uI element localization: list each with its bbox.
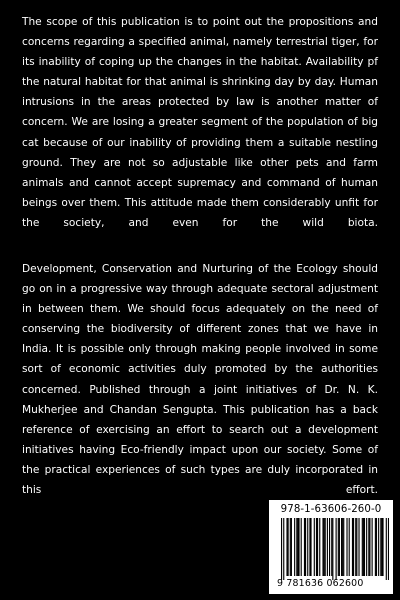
barcode-bar xyxy=(305,518,306,576)
barcode-bar xyxy=(346,518,347,576)
barcode-bar xyxy=(314,518,315,576)
barcode-bar xyxy=(380,518,381,576)
barcode-bar xyxy=(283,518,284,580)
isbn-number: 978-1-63606-260-0 xyxy=(280,504,382,515)
barcode-bar xyxy=(336,518,337,580)
barcode-bar xyxy=(349,518,350,576)
blurb-paragraph-1: The scope of this publication is to point out the propositions and concerns regarding a specified animal, namely terrestrial tiger, for its inability of coping up the changes in the habitat. Availability pf the natural habitat for that animal is shrinking day by day. Human intrusions in the areas protected by law is another matter of concern. We are losing a greater segment of the population of big cat because of our inability of providing them a suitable nestling ground. They are not so adjustable like other pets and farm animals and cannot accept supremacy and command of human beings over them. This attitude made them considerably unfit for the society, and even for the wild biota. xyxy=(22,16,378,229)
barcode-bar xyxy=(304,518,305,576)
barcode-bar xyxy=(319,518,320,576)
barcode-bar xyxy=(309,518,310,576)
barcode-bar xyxy=(281,518,282,580)
barcode-bar xyxy=(386,518,387,580)
barcode-bar xyxy=(356,518,357,576)
barcode-bar xyxy=(301,518,302,576)
barcode-bar xyxy=(322,518,323,576)
barcode-bar xyxy=(329,518,330,576)
barcode-bar xyxy=(341,518,342,576)
barcode-bar xyxy=(362,518,363,576)
barcode-digits: 9 781636 062600 xyxy=(277,578,364,589)
barcode-bar xyxy=(364,518,365,576)
barcode-bar xyxy=(352,518,353,576)
barcode-bar xyxy=(325,518,326,576)
blurb-paragraph-2: Development, Conservation and Nurturing of the Ecology should go on in a progressive way through adequate sectoral adjustment in between them. We should focus adequately on the need of conserving the biodiversity of different zones that we have in India. It is possible only through making people involved in some sort of economic activities duly promoted by the authorities concerned. Published through a joint initiatives of Dr. N. K. Mukherjee and Chandan Sengupta. This publication has a back reference of exercising an effort to search out a development initiatives having Eco-friendly impact upon our society. Some of the practical experiences of such types are duly incorporated in this effort. xyxy=(22,263,378,497)
barcode-bar xyxy=(327,518,328,576)
barcode-bar xyxy=(339,518,340,576)
barcode-bar xyxy=(297,518,298,576)
barcode-bar xyxy=(388,518,389,580)
barcode-bar xyxy=(358,518,359,576)
barcode-bar xyxy=(355,518,356,576)
barcode-bar xyxy=(316,518,317,576)
barcode-bar xyxy=(353,518,354,576)
barcode-bar xyxy=(296,518,297,576)
isbn-barcode xyxy=(269,500,393,594)
barcode-bar xyxy=(381,518,382,576)
barcode-bar xyxy=(338,518,339,576)
barcode-bar xyxy=(294,518,295,576)
barcode-bar xyxy=(342,518,343,576)
barcode-bar xyxy=(307,518,308,576)
barcode-bar xyxy=(369,518,370,576)
barcode-bar xyxy=(331,518,332,576)
barcode-bar xyxy=(375,518,376,576)
barcode-bar xyxy=(290,518,291,576)
barcode-bar xyxy=(363,518,364,576)
barcode-bar xyxy=(317,518,318,576)
barcode-bar xyxy=(291,518,292,576)
barcode-bar xyxy=(310,518,311,576)
barcode-bar xyxy=(343,518,344,576)
barcode-bar xyxy=(298,518,299,576)
barcode-bar xyxy=(368,518,369,576)
barcode-bar xyxy=(382,518,383,576)
barcode-bar xyxy=(332,518,333,580)
barcode-bar xyxy=(366,518,367,576)
barcode-bar xyxy=(286,518,287,576)
barcode-bar xyxy=(378,518,379,576)
barcode-bar xyxy=(376,518,377,576)
barcode-bar xyxy=(372,518,373,576)
barcode-bar xyxy=(324,518,325,576)
barcode-bar xyxy=(288,518,289,576)
barcode-bars xyxy=(281,518,389,580)
